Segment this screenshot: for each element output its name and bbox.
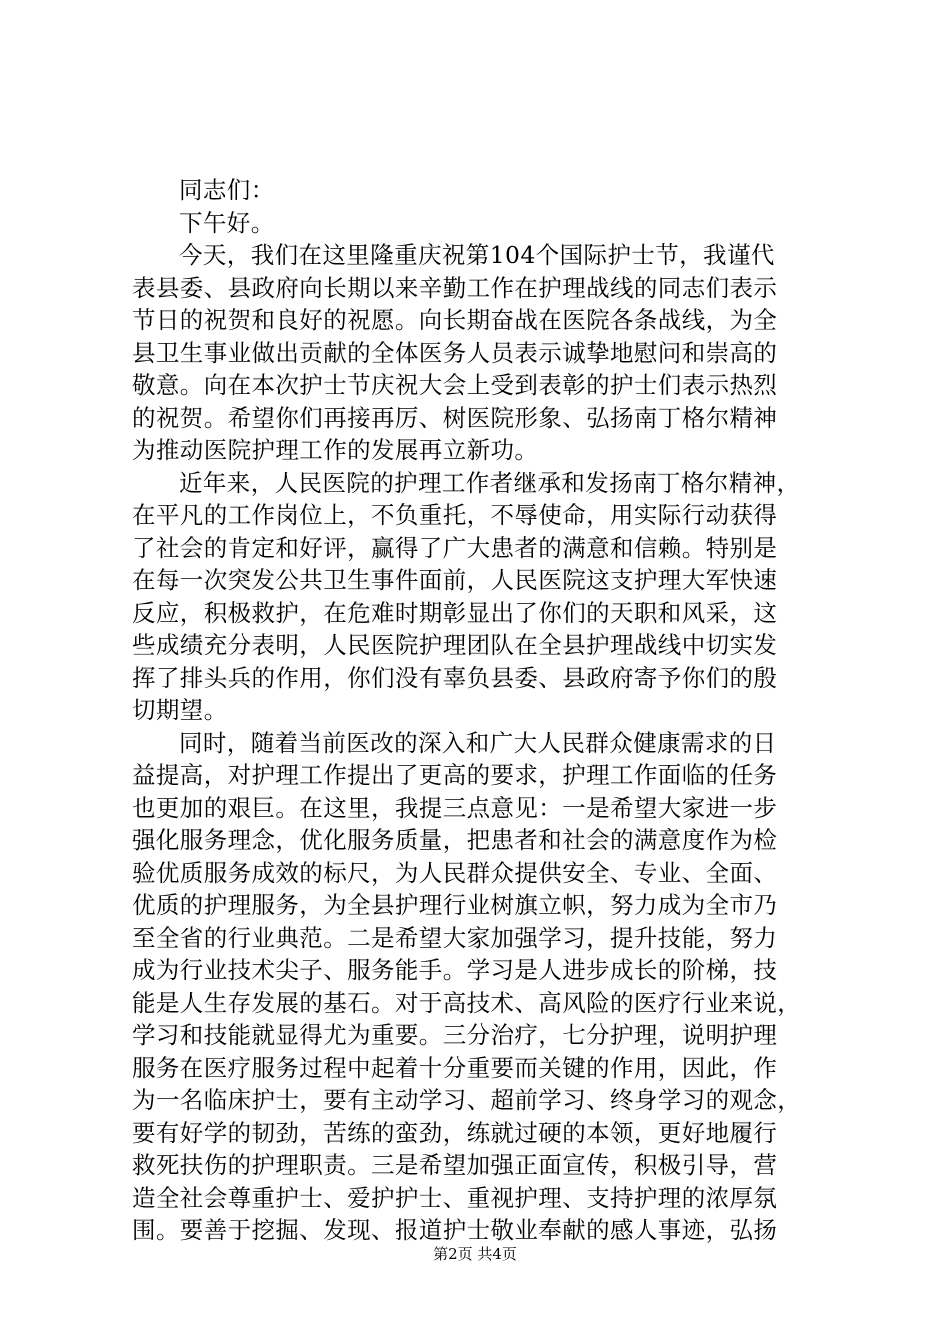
document-body [132,174,832,1247]
paragraph-3-line: 强化服务理念，优化服务质量，把患者和社会的满意度作为检 [132,826,778,854]
paragraph-3-line: 至全省的行业典范。二是希望大家加强学习，提升技能，努力 [132,923,778,952]
paragraph-2-line: 在每一次突发公共卫生事件面前，人民医院这支护理大军快速 [132,566,778,594]
paragraph-3-line: 同时，随着当前医改的深入和广大人民群众健康需求的日 [179,728,777,757]
paragraph-3-line: 学习和技能就显得尤为重要。三分治疗，七分护理，说明护理 [132,1021,778,1049]
paragraph-3-line: 围。要善于挖掘、发现、报道护士敬业奉献的感人事迹，弘扬 [132,1216,778,1244]
paragraph-1-line: 的祝贺。希望你们再接再厉、树医院形象、弘扬南丁格尔精神 [132,403,778,432]
paragraph-3-line: 造全社会尊重护士、爱护护士、重视护理、支持护理的浓厚氛 [132,1183,778,1212]
paragraph-2-line: 切期望。 [132,696,228,724]
paragraph-1-line: 敬意。向在本次护士节庆祝大会上受到表彰的护士们表示热烈 [132,371,778,399]
paragraph-3-line: 服务在医疗服务过程中起着十分重要而关键的作用，因此，作 [132,1053,778,1082]
paragraph-3-line: 验优质服务成效的标尺，为人民群众提供安全、专业、全面、 [132,858,778,887]
paragraph-3-line: 益提高，对护理工作提出了更高的要求，护理工作面临的任务 [132,761,778,789]
paragraph-1-line: 节日的祝贺和良好的祝愿。向长期奋战在医院各条战线，为全 [132,306,778,334]
greeting-line: 下午好。 [179,208,275,237]
paragraph-3-line: 成为行业技术尖子、服务能手。学习是人进步成长的阶梯，技 [132,956,778,984]
salutation-line: 同志们： [179,176,275,204]
paragraph-3-line: 优质的护理服务，为全县护理行业树旗立帜，努力成为全市乃 [132,891,778,919]
paragraph-1-line: 为推动医院护理工作的发展再立新功。 [132,436,539,464]
paragraph-2-line: 了社会的肯定和好评，赢得了广大患者的满意和信赖。特别是 [132,533,778,562]
paragraph-2-line: 些成绩充分表明，人民医院护理团队在全县护理战线中切实发 [132,631,778,659]
page-number-footer: 第2页 共4页 [433,1245,517,1263]
paragraph-3-line: 要有好学的韧劲，苦练的蛮劲，练就过硬的本领，更好地履行 [132,1118,778,1147]
paragraph-1-line: 表县委、县政府向长期以来辛勤工作在护理战线的同志们表示 [132,273,778,302]
paragraph-1-line: 今天，我们在这里隆重庆祝第104个国际护士节，我谨代 [179,241,775,269]
paragraph-1-line: 县卫生事业做出贡献的全体医务人员表示诚挚地慰问和崇高的 [132,338,778,367]
paragraph-3-line: 也更加的艰巨。在这里，我提三点意见：一是希望大家进一步 [132,793,778,822]
paragraph-3-line: 为一名临床护士，要有主动学习、超前学习、终身学习的观念， [132,1086,802,1114]
paragraph-3-line: 能是人生存发展的基石。对于高技术、高风险的医疗行业来说， [132,988,802,1017]
paragraph-2-line: 近年来，人民医院的护理工作者继承和发扬南丁格尔精神， [179,468,801,497]
paragraph-2-line: 在平凡的工作岗位上，不负重托，不辱使命，用实际行动获得 [132,501,778,529]
paragraph-3-line: 救死扶伤的护理职责。三是希望加强正面宣传，积极引导，营 [132,1151,778,1179]
paragraph-2-line: 挥了排头兵的作用，你们没有辜负县委、县政府寄予你们的殷 [132,663,778,692]
paragraph-2-line: 反应，积极救护，在危难时期彰显出了你们的天职和风采，这 [132,598,778,627]
